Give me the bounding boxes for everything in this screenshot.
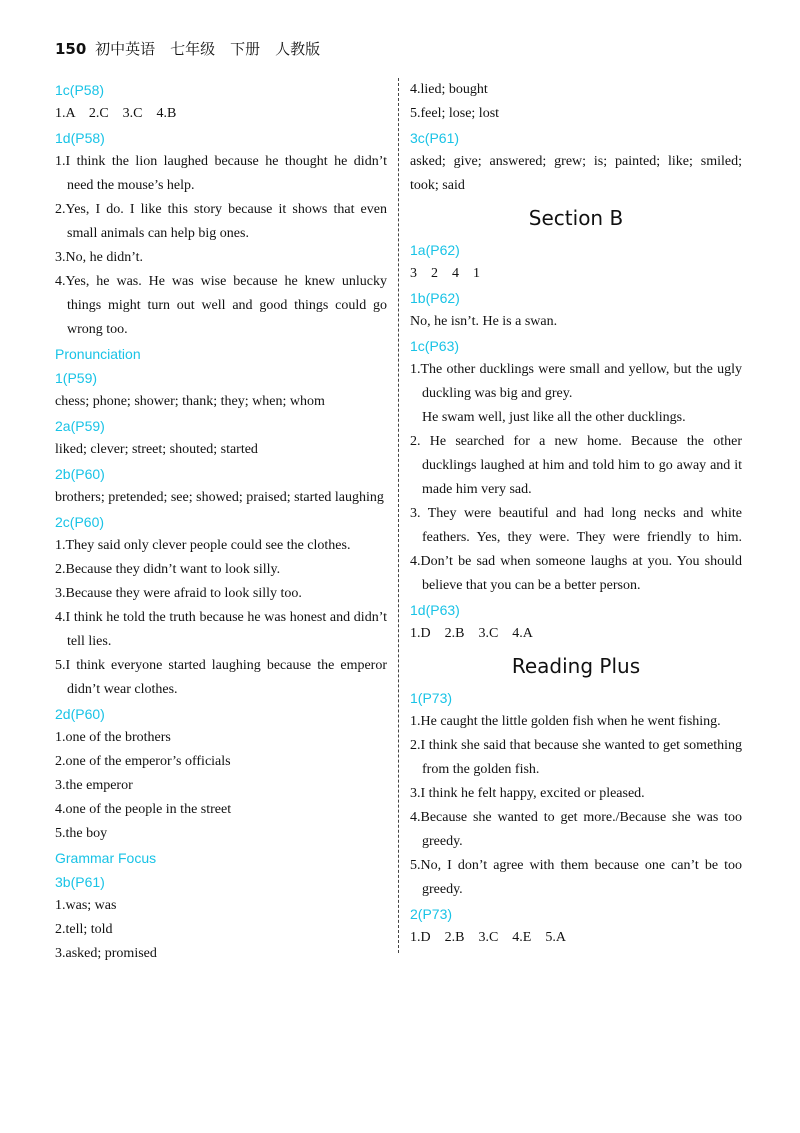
exercise-label: 2a(P59): [55, 418, 105, 434]
answer-line: 3.asked; promised: [55, 946, 157, 961]
answer-line: ducklings laughed at him and told him to go away and it: [422, 458, 742, 473]
answer-line: 4.Don’t be sad when someone laughs at you. You should: [410, 554, 742, 569]
exercise-label: 1(P59): [55, 370, 98, 386]
answer-line: 1.The other ducklings were small and yellow, but the ugly: [410, 362, 742, 377]
answer-line: 4.Yes, he was. He was wise because he knew unlucky: [55, 274, 387, 289]
exercise-label: 1a(P62): [410, 242, 460, 258]
answer-line: tell lies.: [67, 634, 112, 649]
answer-line: 2.tell; told: [55, 922, 113, 937]
answer-line: 4.lied; bought: [410, 82, 488, 97]
answer-line: 3. They were beautiful and had long necks and white: [410, 506, 742, 521]
answer-line: 5.No, I don’t agree with them because one can’t be too: [410, 858, 742, 873]
answer-line: believe that you can be a better person.: [422, 578, 641, 593]
page-header: [55, 38, 320, 59]
exercise-label: 3b(P61): [55, 874, 105, 890]
exercise-label: 1b(P62): [410, 290, 460, 306]
answer-line: 2.I think she said that because she wanted to get something: [410, 738, 742, 753]
answer-line: 3.the emperor: [55, 778, 133, 793]
answer-line: from the golden fish.: [422, 762, 540, 777]
answer-line: 1.was; was: [55, 898, 117, 913]
section-heading-reading-plus: Reading Plus: [511, 654, 641, 678]
answer-line: 1.They said only clever people could see the clothes.: [55, 538, 351, 553]
answer-line: made him very sad.: [422, 482, 532, 497]
answer-line: 1.D 2.B 3.C 4.E 5.A: [410, 930, 566, 945]
right-column: [410, 78, 742, 950]
answer-line: greedy.: [422, 882, 463, 897]
answer-line: took; said: [410, 178, 465, 193]
answer-line: 5.the boy: [55, 826, 108, 841]
answer-line: 1.He caught the little golden fish when he went fishing.: [410, 714, 721, 729]
answer-line: 2.one of the emperor’s officials: [55, 754, 231, 769]
answer-line: 1.D 2.B 3.C 4.A: [410, 626, 533, 641]
answer-line: 4.one of the people in the street: [55, 802, 232, 817]
answer-line: 2. He searched for a new home. Because the other: [410, 434, 742, 449]
exercise-label: 1c(P58): [55, 82, 105, 98]
answer-line: 2.Because they didn’t want to look silly.: [55, 562, 281, 577]
section-label-pronunciation: Pronunciation: [55, 346, 141, 362]
column-divider: [398, 78, 399, 953]
answer-line: didn’t wear clothes.: [67, 682, 178, 697]
answer-line: feathers. Yes, they were. They were friendly to him.: [422, 530, 742, 545]
answer-line: 3.No, he didn’t.: [55, 250, 144, 265]
answer-line: 1.A 2.C 3.C 4.B: [55, 106, 177, 121]
section-heading-section-b: Section B: [528, 206, 624, 230]
exercise-label: 2(P73): [410, 906, 453, 922]
answer-line: need the mouse’s help.: [67, 178, 195, 193]
answer-line: 3 2 4 1: [410, 266, 480, 281]
answer-line: greedy.: [422, 834, 463, 849]
exercise-label: 3c(P61): [410, 130, 460, 146]
answer-line: brothers; pretended; see; showed; praised; started laughing: [55, 490, 384, 505]
answer-line: 4.I think he told the truth because he was honest and didn’t: [55, 610, 387, 625]
answer-line: asked; give; answered; grew; is; painted; like; smiled;: [410, 154, 742, 169]
answer-line: No, he isn’t. He is a swan.: [410, 314, 558, 329]
answer-line: wrong too.: [67, 322, 128, 337]
exercise-label: 2b(P60): [55, 466, 105, 482]
answer-line: small animals can help big ones.: [67, 226, 249, 241]
answer-line: things might turn out well and good things could go: [67, 298, 387, 313]
answer-line: 2.Yes, I do. I like this story because it shows that even: [55, 202, 387, 217]
left-column: [55, 78, 387, 966]
exercise-label: 1c(P63): [410, 338, 460, 354]
exercise-label: 2c(P60): [55, 514, 105, 530]
book-title: 初中英语 七年级 下册 人教版: [95, 40, 321, 58]
answer-line: 3.Because they were afraid to look silly too.: [55, 586, 302, 601]
exercise-label: 2d(P60): [55, 706, 105, 722]
answer-line: 5.feel; lose; lost: [410, 106, 500, 121]
answer-line: 1.I think the lion laughed because he thought he didn’t: [55, 154, 387, 169]
answer-line: He swam well, just like all the other ducklings.: [422, 410, 686, 425]
answer-line: duckling was big and grey.: [422, 386, 573, 401]
answer-line: 3.I think he felt happy, excited or pleased.: [410, 786, 645, 801]
page-number: 150: [55, 40, 87, 58]
answer-line: 4.Because she wanted to get more./Because she was too: [410, 810, 742, 825]
exercise-label: 1d(P58): [55, 130, 105, 146]
exercise-label: 1d(P63): [410, 602, 460, 618]
answer-line: 1.one of the brothers: [55, 730, 171, 745]
answer-line: liked; clever; street; shouted; started: [55, 442, 258, 457]
exercise-label: 1(P73): [410, 690, 453, 706]
answer-line: 5.I think everyone started laughing because the emperor: [55, 658, 387, 673]
answer-line: chess; phone; shower; thank; they; when; whom: [55, 394, 325, 409]
section-label-grammar-focus: Grammar Focus: [55, 850, 157, 866]
